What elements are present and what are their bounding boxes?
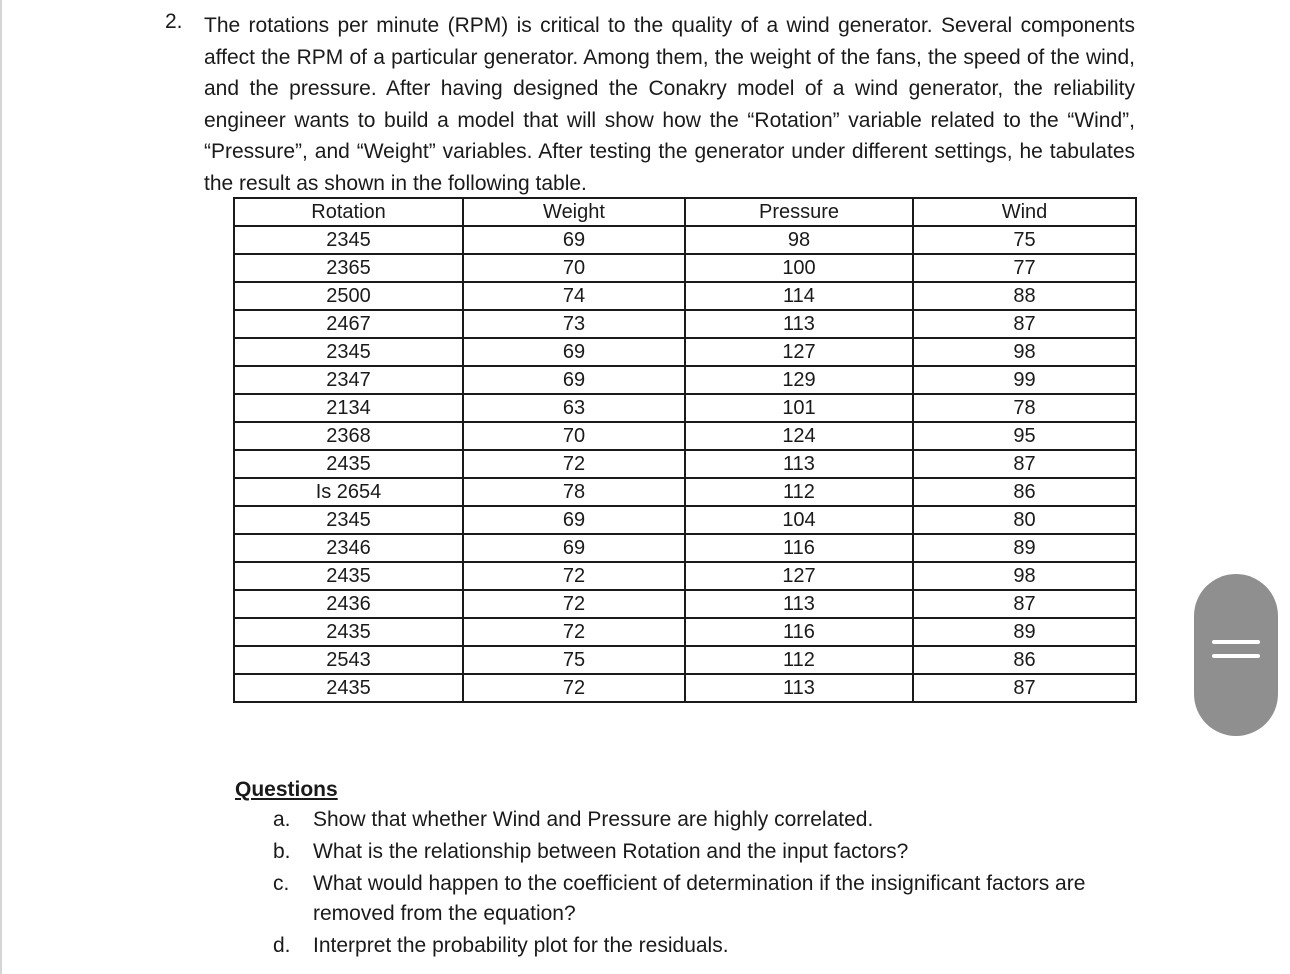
cell-rotation: 2467 — [234, 310, 463, 338]
question-letter: a. — [273, 808, 291, 831]
cell-pressure: 113 — [685, 450, 913, 478]
cell-wind: 87 — [913, 590, 1136, 618]
table-row — [234, 338, 1136, 366]
cell-weight: 78 — [463, 478, 685, 506]
cell-rotation: 2435 — [234, 674, 463, 702]
data-table — [233, 197, 1137, 703]
cell-wind: 86 — [913, 478, 1136, 506]
cell-pressure: 116 — [685, 618, 913, 646]
cell-weight: 69 — [463, 506, 685, 534]
cell-wind: 99 — [913, 366, 1136, 394]
table-row — [234, 282, 1136, 310]
cell-wind: 78 — [913, 394, 1136, 422]
cell-weight: 72 — [463, 618, 685, 646]
problem-number: 2. — [165, 10, 183, 33]
cell-rotation: 2368 — [234, 422, 463, 450]
cell-pressure: 113 — [685, 310, 913, 338]
table-row — [234, 254, 1136, 282]
table-row — [234, 310, 1136, 338]
cell-rotation: 2345 — [234, 338, 463, 366]
cell-wind: 98 — [913, 338, 1136, 366]
header-wind: Wind — [913, 198, 1136, 226]
cell-rotation: 2543 — [234, 646, 463, 674]
cell-weight: 69 — [463, 226, 685, 254]
cell-wind: 98 — [913, 562, 1136, 590]
cell-rotation: 2345 — [234, 226, 463, 254]
cell-weight: 72 — [463, 674, 685, 702]
table-row — [234, 618, 1136, 646]
cell-rotation: 2365 — [234, 254, 463, 282]
scroll-drag-handle[interactable] — [1194, 574, 1278, 736]
cell-weight: 69 — [463, 534, 685, 562]
cell-pressure: 101 — [685, 394, 913, 422]
question-item — [235, 805, 1145, 835]
cell-pressure: 100 — [685, 254, 913, 282]
table-header-row — [234, 198, 1136, 226]
cell-pressure: 114 — [685, 282, 913, 310]
cell-wind: 87 — [913, 450, 1136, 478]
question-text: Show that whether Wind and Pressure are highly correlated. — [313, 808, 874, 831]
cell-pressure: 112 — [685, 646, 913, 674]
cell-weight: 70 — [463, 254, 685, 282]
cell-pressure: 129 — [685, 366, 913, 394]
cell-rotation: 2435 — [234, 450, 463, 478]
cell-pressure: 104 — [685, 506, 913, 534]
cell-rotation: 2500 — [234, 282, 463, 310]
cell-weight: 70 — [463, 422, 685, 450]
cell-pressure: 116 — [685, 534, 913, 562]
cell-rotation: 2134 — [234, 394, 463, 422]
cell-weight: 74 — [463, 282, 685, 310]
problem-text: The rotations per minute (RPM) is critical to the quality of a wind generator. Several components affect the RPM of a particular generator. Among them, the weight of the fans, the speed of the wind, and the pressure. After having designed the Conakry model of a wind generator, the reliability engineer wants to build a model that will show how the “Rotation” variable related to the “Wind”, “Pressure”, and “Weight” variables. After testing the generator under different settings, he tabulates the result as shown in the following table. — [204, 14, 1135, 195]
table-row — [234, 506, 1136, 534]
question-letter: c. — [273, 872, 290, 895]
cell-wind: 95 — [913, 422, 1136, 450]
cell-wind: 88 — [913, 282, 1136, 310]
cell-wind: 89 — [913, 618, 1136, 646]
header-pressure: Pressure — [685, 198, 913, 226]
cell-wind: 87 — [913, 674, 1136, 702]
cell-pressure: 112 — [685, 478, 913, 506]
cell-weight: 69 — [463, 338, 685, 366]
question-text: What would happen to the coefficient of determination if the insignificant factors are removed from the equation? — [313, 872, 1086, 925]
question-text: What is the relationship between Rotation and the input factors? — [313, 840, 909, 863]
question-item — [235, 837, 1145, 867]
table-row — [234, 226, 1136, 254]
cell-weight: 69 — [463, 366, 685, 394]
cell-rotation: 2347 — [234, 366, 463, 394]
cell-weight: 63 — [463, 394, 685, 422]
cell-wind: 80 — [913, 506, 1136, 534]
cell-wind: 86 — [913, 646, 1136, 674]
table-row — [234, 422, 1136, 450]
cell-wind: 87 — [913, 310, 1136, 338]
cell-weight: 72 — [463, 590, 685, 618]
cell-wind: 89 — [913, 534, 1136, 562]
header-rotation: Rotation — [234, 198, 463, 226]
question-text: Interpret the probability plot for the residuals. — [313, 934, 729, 957]
cell-rotation: 2435 — [234, 562, 463, 590]
cell-weight: 72 — [463, 450, 685, 478]
question-letter: d. — [273, 934, 291, 957]
table-row — [234, 366, 1136, 394]
table-row — [234, 646, 1136, 674]
cell-rotation: 2435 — [234, 618, 463, 646]
questions-section — [235, 775, 1145, 963]
cell-wind: 77 — [913, 254, 1136, 282]
cell-pressure: 124 — [685, 422, 913, 450]
cell-pressure: 113 — [685, 674, 913, 702]
table-row — [234, 562, 1136, 590]
header-weight: Weight — [463, 198, 685, 226]
question-item — [235, 869, 1145, 929]
cell-pressure: 98 — [685, 226, 913, 254]
cell-pressure: 113 — [685, 590, 913, 618]
cell-pressure: 127 — [685, 338, 913, 366]
question-item — [235, 931, 1145, 961]
cell-rotation: 2436 — [234, 590, 463, 618]
table-row — [234, 534, 1136, 562]
cell-rotation: 2346 — [234, 534, 463, 562]
table-row — [234, 450, 1136, 478]
table-row — [234, 394, 1136, 422]
cell-wind: 75 — [913, 226, 1136, 254]
cell-weight: 75 — [463, 646, 685, 674]
table-row — [234, 674, 1136, 702]
cell-rotation: 2345 — [234, 506, 463, 534]
cell-weight: 72 — [463, 562, 685, 590]
page-edge-divider — [0, 0, 2, 974]
questions-heading: Questions — [235, 778, 338, 801]
cell-weight: 73 — [463, 310, 685, 338]
table-row — [234, 590, 1136, 618]
question-letter: b. — [273, 840, 291, 863]
cell-pressure: 127 — [685, 562, 913, 590]
questions-list — [235, 805, 1145, 961]
table-row — [234, 478, 1136, 506]
cell-rotation: Is 2654 — [234, 478, 463, 506]
